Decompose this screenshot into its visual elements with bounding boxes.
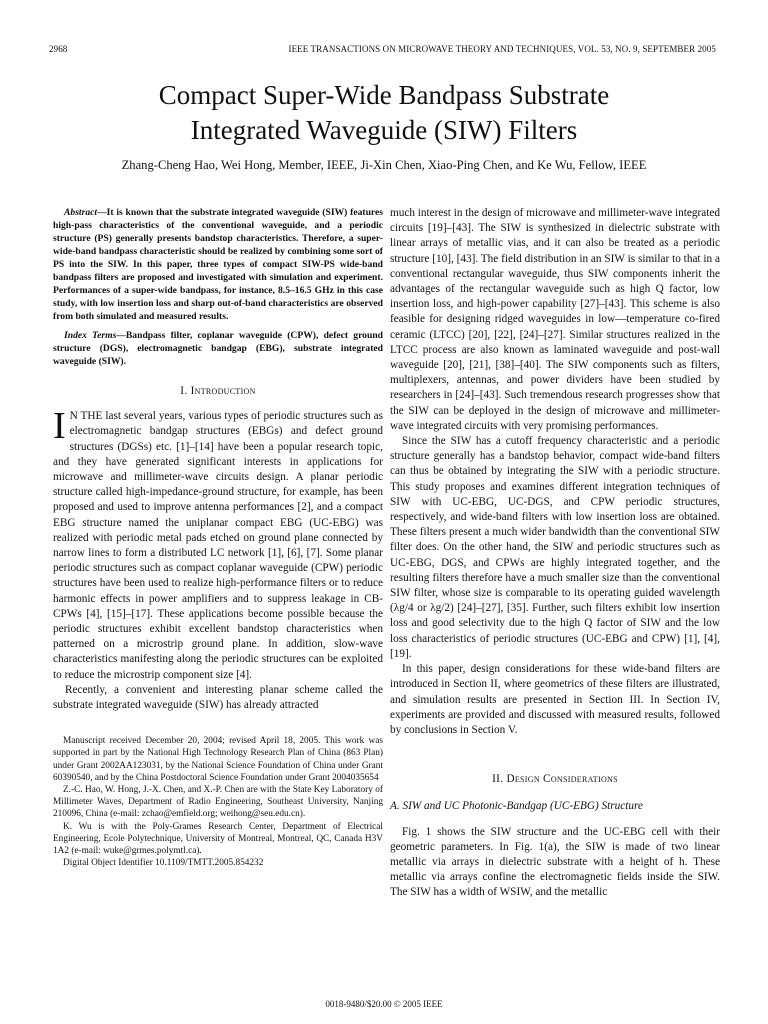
abstract-lead: Abstract xyxy=(64,207,98,218)
abstract xyxy=(53,206,383,368)
footnote-doi: Digital Object Identifier 10.1109/TMTT.2005.854232 xyxy=(63,858,264,869)
footnote-affiliation-1: Z.-C. Hao, W. Hong, J.-X. Chen, and X.-P. Chen are with the State Key Laboratory of Millimeter Waves, Department of Radio Engineering, Southeast University, Nanjing 210096, China (e-mail: zchao@emfield.org; weihong@seu.edu.cn). xyxy=(53,785,383,820)
abstract-paragraph xyxy=(53,206,383,323)
footnote-affiliation-2: K. Wu is with the Poly-Grames Research Center, Department of Electrical Engineering, Ecole Polytechnique, University of Montreal, Montreal, QC, Canada H3V 1A2 (e-mail: wuke@grmes.polymtl.ca). xyxy=(53,821,383,857)
index-terms-paragraph xyxy=(53,329,383,368)
title-line-2: Integrated Waveguide (SIW) Filters xyxy=(190,115,578,145)
title-line-1: Compact Super-Wide Bandpass Substrate xyxy=(158,80,610,110)
subsection-heading: A. SIW and UC Photonic-Bandgap (UC-EBG) Structure xyxy=(390,800,643,813)
section-heading-design: II. Design Considerations xyxy=(492,773,618,786)
index-terms-lead: Index Terms xyxy=(64,330,117,341)
running-header: IEEE TRANSACTIONS ON MICROWAVE THEORY AND TECHNIQUES, VOL. 53, NO. 9, SEPTEMBER 2005 xyxy=(288,44,716,54)
body-paragraph-4: Fig. 1 shows the SIW structure and the UC-EBG cell with their geometric parameters. In Fig. 1(a), the SIW is made of two linear metallic via arrays in dielectric substrate with a height of h. These metallic via arrays confine the electromagnetic fields inside the SIW. The SIW has a width of WSIW, and the metallic xyxy=(390,825,720,899)
index-terms-text: —Bandpass filter, coplanar waveguide (CPW), defect ground structure (DGS), electromagnetic bandgap (EBG), substrate integrated waveguide (SIW). xyxy=(53,330,383,367)
section-heading-introduction: I. Introduction xyxy=(180,385,256,397)
copyright-line: 0018-9480/$20.00 © 2005 IEEE xyxy=(325,999,443,1009)
right-column xyxy=(390,206,720,901)
body-paragraph-1: much interest in the design of microwave and millimeter-wave integrated circuits [19]–[43]. The SIW is synthesized in dielectric substrate with linear arrays of metallic vias, and it can also be treated as a periodic structure [10], [43]. The field distribution in an SIW is similar to that in a conventional rectangular waveguide, thus SIW components inherit the advantages of the rectangular waveguide such as high Q factor, low insertion loss, and high-power capability [27]–[43]. This scheme is also feasible for designing ridged waveguides in low—temperature co-fired ceramic (LTCC) [20], [22], [24]–[27]. Similar structures realized in the LTCC process are also known as laminated waveguide and post-wall waveguide [20], [21], [38]–[40]. The SIW components such as filters, multiplexers, antennas, and power dividers have been studied by researchers in [24]–[43]. Such tremendous research progresses show that the SIW can be deployed in the design of microwave and millimeter-wave integrated circuits with very promising performances. xyxy=(390,207,720,432)
page-number: 2968 xyxy=(49,44,68,54)
intro-paragraph-1 xyxy=(53,405,383,683)
author-list: Zhang-Cheng Hao, Wei Hong, Member, IEEE, Ji-Xin Chen, Xiao-Ping Chen, and Ke Wu, Fellow, IEEE xyxy=(121,158,647,172)
footnote-manuscript: Manuscript received December 20, 2004; revised April 18, 2005. This work was supported in part by the National High Technology Research Plan of China (863 Plan) under Grant 2002AA123031, by the National Science Foundation of China under Grant 60390540, and by the China Postdoctoral Science Foundation under Grant 2004035654 xyxy=(53,736,383,783)
left-column xyxy=(53,206,383,870)
footnotes xyxy=(53,735,383,869)
intro-paragraph-2: Recently, a convenient and interesting planar scheme called the substrate integrated waveguide (SIW) has already attracted xyxy=(53,683,383,712)
paper-title xyxy=(40,78,728,148)
abstract-text: —It is known that the substrate integrated waveguide (SIW) features high-pass characteristics of the conventional waveguide, and a periodic structure (PS) generally presents bandstop characteristics. Therefore, a super-wide-band bandpass characteristic should be realized by combining some sort of PS into the SIW. In this paper, three types of compact SIW-PS wide-band bandpass filters are proposed and investigated with simulation and experiment. Performances of a super-wide bandpass, for instance, 8.5–16.5 GHz in this case study, with low insertion loss and sharp out-of-band characteristics are observed from both simulated and measured results. xyxy=(53,207,383,322)
intro-paragraph-1-text: N THE last several years, various types of periodic structures such as electromagnetic bandgap structures (EBGs) and defect ground structures (DGSs) etc. [1]–[14] have been a popular research topic, and they have generated significant interests in applications for microwave and millimeter-wave circuits design. A planar periodic structure called high-impedance-ground structure, for example, has been proposed and used to improve antenna performances [2], and a compact EBG structure named the uniplanar compact EBG (UC-EBG) was realized with periodic metal pads etched on ground plane connected by narrow lines to form a distributed LC network [1], [6], [7]. Some planar periodic structures such as compact coplanar waveguide (CPW) periodic structures have been used to realize high-performance filters or to reduce harmonic effects in power amplifiers and to suppress leakage in CB-CPWs [4], [15]–[17]. These applications become possible because the periodic structures exhibit excellent bandstop characteristics when patterned on a microstrip ground plane. In addition, slow-wave characteristics manifesting along the periodic structures can be exploited to reduce the microstrip component size [4]. xyxy=(53,410,383,681)
body-paragraph-3: In this paper, design considerations for these wide-band filters are introduced in Section II, where geometrics of these filters are illustrated, and simulation results are presented in Section III. In Section IV, experiments are provided and discussed with measured results, followed by conclusions in Section V. xyxy=(390,663,720,736)
drop-cap: I xyxy=(53,405,66,448)
body-paragraph-2: Since the SIW has a cutoff frequency characteristic and a periodic structure generally has a bandstop behavior, compact wide-band filters can thus be obtained by integrating the SIW with a periodic structure. This study proposes and examines different integration techniques of SIW with UC-EBG, UC-DGS, and CPW periodic structures, respectively, and wide-band filters with low insertion loss are obtained. These filters present a much wider bandwidth than the conventional SIW filter does. On the other hand, the SIW and periodic structures such as UC-EBG, DGS, and CPWs are highly integrated together, and the resulting filters therefore have a much smaller size than the conventional SIW filter, whose size is comparable to its operating guided wavelength (λg/4 or λg/2) [24]–[27], [35]. Further, such filters exhibit low insertion loss and good selectivity due to the high Q factor of SIW and the low loss characteristics of periodic structures (UC-EBG and CPW) [1], [4], [19]. xyxy=(390,435,720,660)
